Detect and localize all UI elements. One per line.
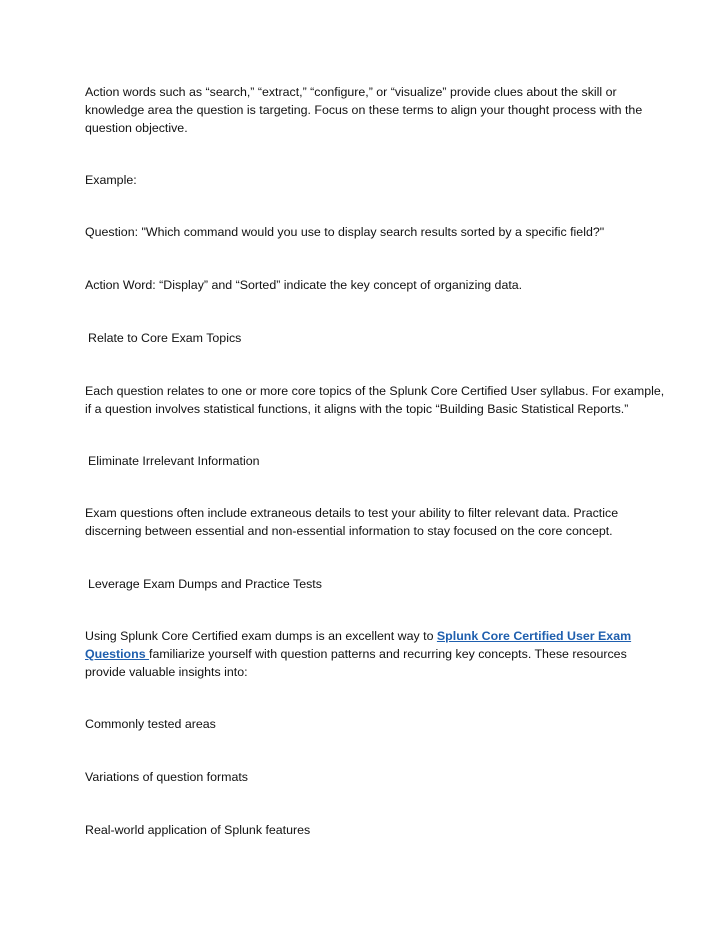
paragraph-dumps-prefix: Using Splunk Core Certified exam dumps is an excellent way to [85,629,437,643]
paragraph-core-topics-line-2: if a question involves statistical functions, it aligns with the topic “Building Basic Statistical Reports.” [85,402,629,416]
exam-questions-link-part-2[interactable]: Questions [85,647,150,661]
paragraph-dumps-line-3: provide valuable insights into: [85,665,248,679]
paragraph-action-words-line-3: question objective. [85,121,188,135]
paragraph-action-words-line-1: Action words such as “search,” “extract,” “configure,” or “visualize” provide clues about the skill or [85,85,617,99]
paragraph-core-topics-line-1: Each question relates to one or more core topics of the Splunk Core Certified User syllabus. For example, [85,384,665,398]
paragraph-dumps-line-2 [85,646,645,664]
heading-core-exam-topics: Relate to Core Exam Topics [88,331,242,345]
example-question: Question: "Which command would you use to display search results sorted by a specific field?" [85,225,605,239]
paragraph-irrelevant-line-2: discerning between essential and non-essential information to stay focused on the core concept. [85,524,613,538]
heading-eliminate-irrelevant: Eliminate Irrelevant Information [88,454,260,468]
list-item: Variations of question formats [85,770,248,784]
paragraph-irrelevant-line-1: Exam questions often include extraneous details to test your ability to filter relevant data. Practice [85,506,619,520]
exam-questions-link-part-1[interactable]: Splunk Core Certified User Exam [436,629,632,643]
example-label: Example: [85,173,137,187]
example-action-word: Action Word: “Display” and “Sorted” indicate the key concept of organizing data. [85,278,523,292]
paragraph-action-words-line-2: knowledge area the question is targeting. Focus on these terms to align your thought process with the [85,103,643,117]
paragraph-dumps-line-1 [85,628,645,646]
heading-leverage-dumps: Leverage Exam Dumps and Practice Tests [88,577,322,591]
paragraph-dumps-suffix: familiarize yourself with question patterns and recurring key concepts. These resources [149,647,627,661]
list-item: Commonly tested areas [85,717,216,731]
list-item: Real-world application of Splunk features [85,823,311,837]
